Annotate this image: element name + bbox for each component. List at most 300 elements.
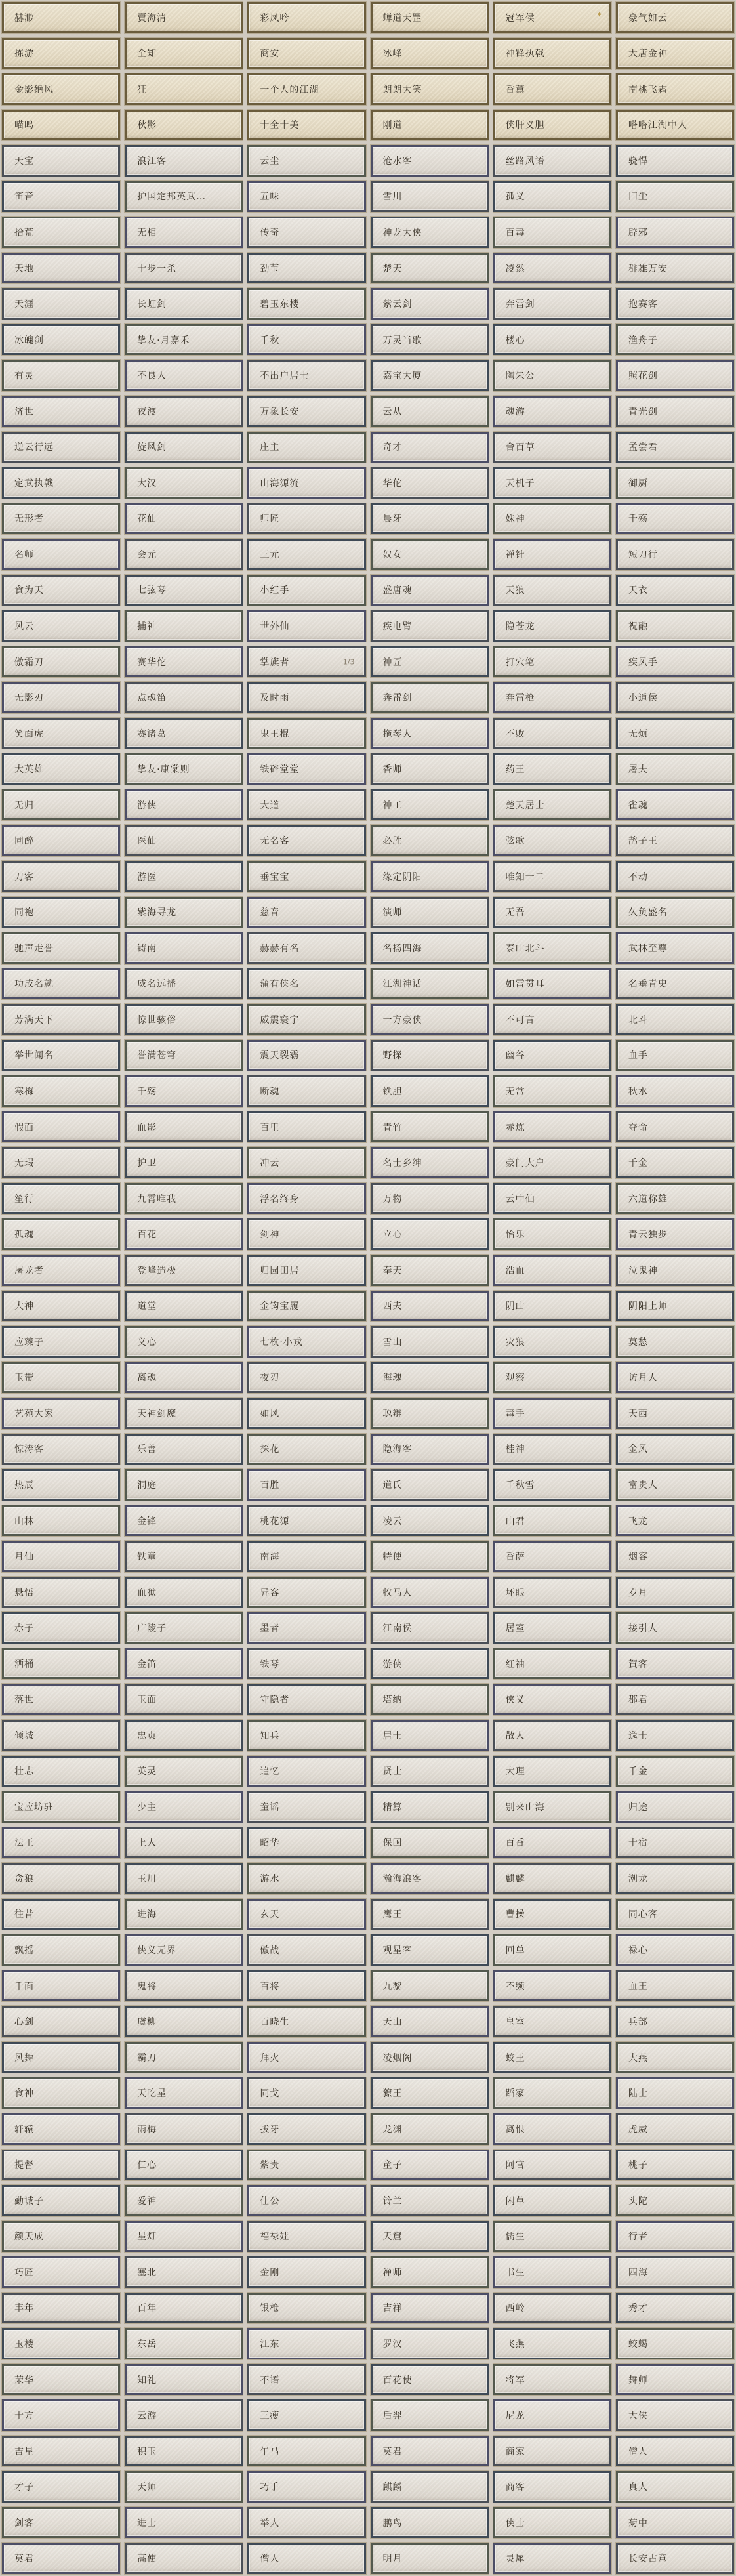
title-cell[interactable] (247, 2113, 365, 2145)
title-cell[interactable] (125, 253, 243, 284)
title-cell[interactable] (247, 610, 365, 642)
title-cell[interactable] (2, 1218, 120, 1250)
title-cell[interactable] (125, 360, 243, 391)
title-cell[interactable] (125, 73, 243, 105)
title-cell[interactable] (371, 2256, 489, 2288)
title-cell[interactable] (371, 1612, 489, 1644)
title-cell[interactable] (2, 2436, 120, 2467)
title-cell[interactable] (371, 360, 489, 391)
title-cell[interactable] (2, 539, 120, 570)
title-cell[interactable] (371, 467, 489, 499)
title-cell[interactable] (493, 1040, 611, 1071)
title-cell[interactable] (2, 1970, 120, 2002)
title-cell[interactable] (247, 253, 365, 284)
title-cell[interactable] (616, 1075, 734, 1107)
title-cell[interactable] (493, 2221, 611, 2253)
title-cell[interactable] (616, 1899, 734, 1930)
title-cell[interactable] (371, 2221, 489, 2253)
title-cell[interactable] (493, 610, 611, 642)
title-cell[interactable] (125, 1970, 243, 2002)
title-cell[interactable] (616, 1827, 734, 1859)
title-cell[interactable] (125, 2293, 243, 2324)
title-cell[interactable] (371, 897, 489, 928)
title-cell[interactable] (2, 2328, 120, 2359)
title-cell[interactable] (616, 575, 734, 606)
title-cell[interactable] (616, 2113, 734, 2145)
title-cell[interactable] (493, 2543, 611, 2574)
title-cell[interactable] (493, 1756, 611, 1787)
title-cell[interactable] (2, 753, 120, 785)
title-cell[interactable] (247, 2256, 365, 2288)
title-cell[interactable] (2, 467, 120, 499)
title-cell[interactable] (2, 789, 120, 821)
title-cell[interactable] (493, 2256, 611, 2288)
title-cell[interactable] (247, 1218, 365, 1250)
title-cell[interactable] (247, 2543, 365, 2574)
title-cell[interactable] (125, 968, 243, 1000)
title-cell[interactable] (125, 1218, 243, 1250)
title-cell[interactable] (371, 503, 489, 535)
title-cell[interactable] (125, 897, 243, 928)
title-cell[interactable] (2, 825, 120, 856)
title-cell[interactable] (371, 932, 489, 964)
title-cell[interactable] (247, 2006, 365, 2037)
title-cell[interactable] (2, 2256, 120, 2288)
title-cell[interactable] (371, 2399, 489, 2431)
title-cell[interactable] (247, 1648, 365, 1680)
title-cell[interactable] (2, 396, 120, 427)
title-cell[interactable] (616, 1756, 734, 1787)
title-cell[interactable] (247, 2221, 365, 2253)
title-cell[interactable] (616, 2543, 734, 2574)
title-cell[interactable] (616, 1970, 734, 2002)
title-cell[interactable] (125, 575, 243, 606)
title-cell[interactable] (493, 73, 611, 105)
title-cell[interactable] (371, 432, 489, 463)
title-cell[interactable] (371, 1684, 489, 1715)
title-cell[interactable] (371, 1326, 489, 1358)
title-cell[interactable] (371, 181, 489, 213)
title-cell[interactable] (2, 1469, 120, 1501)
title-cell[interactable] (493, 1075, 611, 1107)
title-cell[interactable] (125, 646, 243, 678)
title-cell[interactable] (493, 968, 611, 1000)
title-cell[interactable] (247, 2042, 365, 2073)
title-cell[interactable] (125, 861, 243, 892)
title-cell[interactable] (125, 1505, 243, 1537)
title-cell[interactable] (2, 2221, 120, 2253)
title-cell[interactable] (125, 1362, 243, 1394)
title-cell[interactable] (493, 2364, 611, 2396)
title-cell[interactable] (125, 1934, 243, 1966)
title-cell[interactable] (125, 1291, 243, 1322)
title-cell[interactable] (247, 1434, 365, 1465)
title-cell[interactable] (616, 432, 734, 463)
title-cell[interactable] (2, 2042, 120, 2073)
title-cell[interactable] (493, 324, 611, 356)
title-cell[interactable] (247, 897, 365, 928)
title-cell[interactable] (616, 682, 734, 713)
title-cell[interactable] (125, 2471, 243, 2503)
title-cell[interactable] (125, 1147, 243, 1178)
title-cell[interactable] (616, 1863, 734, 1894)
title-cell[interactable] (125, 1684, 243, 1715)
title-cell[interactable] (616, 1577, 734, 1608)
title-cell[interactable] (247, 1827, 365, 1859)
title-cell[interactable] (2, 1111, 120, 1143)
title-cell[interactable] (247, 861, 365, 892)
title-cell[interactable] (2, 897, 120, 928)
title-cell[interactable] (125, 539, 243, 570)
title-cell[interactable] (247, 181, 365, 213)
title-cell[interactable] (125, 2328, 243, 2359)
title-cell[interactable] (616, 2293, 734, 2324)
title-cell[interactable] (493, 110, 611, 141)
title-cell[interactable] (125, 2399, 243, 2431)
title-cell[interactable] (371, 1899, 489, 1930)
title-cell[interactable] (493, 1791, 611, 1823)
title-cell[interactable] (371, 73, 489, 105)
title-cell[interactable] (616, 324, 734, 356)
title-cell[interactable] (371, 1469, 489, 1501)
title-cell[interactable] (493, 217, 611, 248)
title-cell[interactable] (371, 1434, 489, 1465)
title-cell[interactable] (493, 1398, 611, 1429)
title-cell[interactable] (2, 1648, 120, 1680)
title-cell[interactable] (493, 1147, 611, 1178)
title-cell[interactable] (2, 1791, 120, 1823)
title-cell[interactable] (616, 1218, 734, 1250)
title-cell[interactable] (125, 1183, 243, 1215)
title-cell[interactable] (247, 2471, 365, 2503)
title-cell[interactable] (371, 2436, 489, 2467)
title-cell[interactable] (493, 2113, 611, 2145)
title-cell[interactable] (616, 2, 734, 33)
title-cell[interactable] (493, 432, 611, 463)
title-cell[interactable] (125, 2436, 243, 2467)
title-cell[interactable] (247, 110, 365, 141)
title-cell[interactable] (2, 324, 120, 356)
title-cell[interactable] (371, 1791, 489, 1823)
title-cell[interactable] (125, 682, 243, 713)
title-cell[interactable] (616, 73, 734, 105)
title-cell[interactable] (125, 1255, 243, 1286)
title-cell[interactable] (371, 1362, 489, 1394)
title-cell[interactable] (616, 110, 734, 141)
title-cell[interactable] (2, 1541, 120, 1572)
title-cell[interactable] (247, 646, 365, 678)
title-cell[interactable] (125, 217, 243, 248)
title-cell[interactable] (247, 789, 365, 821)
title-cell[interactable] (493, 181, 611, 213)
title-cell[interactable] (2, 2399, 120, 2431)
title-cell[interactable] (125, 503, 243, 535)
title-cell[interactable] (616, 2328, 734, 2359)
title-cell[interactable] (125, 1469, 243, 1501)
title-cell[interactable] (616, 1183, 734, 1215)
title-cell[interactable] (247, 2399, 365, 2431)
title-cell[interactable] (493, 1577, 611, 1608)
title-cell[interactable] (125, 1612, 243, 1644)
title-cell[interactable] (125, 467, 243, 499)
title-cell[interactable] (616, 968, 734, 1000)
title-cell[interactable] (616, 2221, 734, 2253)
title-cell[interactable] (371, 1075, 489, 1107)
title-cell[interactable] (371, 1756, 489, 1787)
title-cell[interactable] (2, 1183, 120, 1215)
title-cell[interactable] (247, 1505, 365, 1537)
title-cell[interactable] (2, 1720, 120, 1751)
title-cell[interactable] (125, 610, 243, 642)
title-cell[interactable] (2, 2185, 120, 2216)
title-cell[interactable] (125, 1577, 243, 1608)
title-cell[interactable] (493, 682, 611, 713)
title-cell[interactable] (247, 1362, 365, 1394)
title-cell[interactable] (493, 2328, 611, 2359)
title-cell[interactable] (247, 467, 365, 499)
title-cell[interactable] (616, 1255, 734, 1286)
title-cell[interactable] (125, 1434, 243, 1465)
title-cell[interactable] (125, 38, 243, 70)
title-cell[interactable] (616, 2042, 734, 2073)
title-cell[interactable] (371, 145, 489, 177)
title-cell[interactable] (616, 1648, 734, 1680)
title-cell[interactable] (247, 1004, 365, 1035)
title-cell[interactable] (616, 2399, 734, 2431)
title-cell[interactable] (371, 324, 489, 356)
title-cell[interactable] (493, 1004, 611, 1035)
title-cell[interactable] (371, 1004, 489, 1035)
title-cell[interactable] (247, 2, 365, 33)
title-cell[interactable] (371, 1040, 489, 1071)
title-cell[interactable] (493, 2185, 611, 2216)
title-cell[interactable] (247, 1791, 365, 1823)
title-cell[interactable] (247, 324, 365, 356)
title-cell[interactable] (371, 217, 489, 248)
title-cell[interactable] (247, 753, 365, 785)
title-cell[interactable] (616, 217, 734, 248)
title-cell[interactable] (2, 1326, 120, 1358)
title-cell[interactable] (247, 1291, 365, 1322)
title-cell[interactable] (2, 1004, 120, 1035)
title-cell[interactable] (125, 2185, 243, 2216)
title-cell[interactable] (493, 2042, 611, 2073)
title-cell[interactable] (493, 1326, 611, 1358)
title-cell[interactable] (125, 1326, 243, 1358)
title-cell[interactable] (371, 2, 489, 33)
title-cell[interactable] (371, 968, 489, 1000)
title-cell[interactable] (371, 1827, 489, 1859)
title-cell[interactable] (247, 2507, 365, 2539)
title-cell[interactable] (247, 575, 365, 606)
title-cell[interactable] (493, 2150, 611, 2181)
title-cell[interactable] (371, 110, 489, 141)
title-cell[interactable] (493, 1970, 611, 2002)
title-cell[interactable] (616, 288, 734, 320)
title-cell[interactable] (247, 1899, 365, 1930)
title-cell[interactable] (247, 1398, 365, 1429)
title-cell[interactable] (616, 2077, 734, 2109)
title-cell[interactable] (493, 1469, 611, 1501)
title-cell[interactable] (247, 2436, 365, 2467)
title-cell[interactable] (2, 1255, 120, 1286)
title-cell[interactable] (616, 610, 734, 642)
title-cell[interactable] (371, 2042, 489, 2073)
title-cell[interactable] (493, 1505, 611, 1537)
title-cell[interactable] (125, 789, 243, 821)
title-cell[interactable] (616, 1291, 734, 1322)
title-cell[interactable] (125, 1648, 243, 1680)
title-cell[interactable] (616, 897, 734, 928)
title-cell[interactable] (125, 1075, 243, 1107)
title-cell[interactable] (371, 718, 489, 749)
title-cell[interactable] (371, 575, 489, 606)
title-cell[interactable] (247, 1469, 365, 1501)
title-cell[interactable] (247, 288, 365, 320)
title-cell[interactable] (247, 2328, 365, 2359)
title-cell[interactable] (493, 1720, 611, 1751)
title-cell[interactable] (2, 503, 120, 535)
title-cell[interactable] (247, 1326, 365, 1358)
title-cell[interactable] (125, 825, 243, 856)
title-cell[interactable] (2, 432, 120, 463)
title-cell[interactable] (616, 1326, 734, 1358)
title-cell[interactable] (247, 1756, 365, 1787)
title-cell[interactable] (247, 1863, 365, 1894)
title-cell[interactable] (247, 217, 365, 248)
title-cell[interactable] (2, 1863, 120, 1894)
title-cell[interactable] (247, 1040, 365, 1071)
title-cell[interactable] (2, 682, 120, 713)
title-cell[interactable] (247, 1183, 365, 1215)
title-cell[interactable] (371, 753, 489, 785)
title-cell[interactable] (616, 1398, 734, 1429)
title-cell[interactable] (616, 360, 734, 391)
title-cell[interactable] (371, 2077, 489, 2109)
title-cell[interactable] (493, 2006, 611, 2037)
title-cell[interactable] (2, 2543, 120, 2574)
title-cell[interactable] (493, 932, 611, 964)
title-cell[interactable] (493, 1612, 611, 1644)
title-cell[interactable] (125, 2256, 243, 2288)
title-cell[interactable] (616, 1004, 734, 1035)
title-cell[interactable] (2, 968, 120, 1000)
title-cell[interactable] (247, 1934, 365, 1966)
title-cell[interactable] (2, 861, 120, 892)
title-cell[interactable] (2, 181, 120, 213)
title-cell[interactable] (493, 1434, 611, 1465)
title-cell[interactable] (371, 1255, 489, 1286)
title-cell[interactable] (371, 1505, 489, 1537)
title-cell[interactable] (493, 1541, 611, 1572)
title-cell[interactable] (2, 288, 120, 320)
title-cell[interactable] (616, 646, 734, 678)
title-cell[interactable] (371, 38, 489, 70)
title-cell[interactable] (493, 825, 611, 856)
title-cell[interactable] (616, 1541, 734, 1572)
title-cell[interactable] (371, 2507, 489, 2539)
title-cell[interactable] (616, 2436, 734, 2467)
title-cell[interactable] (125, 2364, 243, 2396)
title-cell[interactable] (2, 253, 120, 284)
title-cell[interactable] (493, 38, 611, 70)
title-cell[interactable] (125, 2077, 243, 2109)
title-cell[interactable] (247, 718, 365, 749)
title-cell[interactable] (247, 932, 365, 964)
title-cell[interactable] (493, 1827, 611, 1859)
title-cell[interactable] (247, 1255, 365, 1286)
title-cell[interactable] (371, 2293, 489, 2324)
title-cell[interactable] (2, 38, 120, 70)
title-cell[interactable] (2, 360, 120, 391)
title-cell[interactable] (371, 682, 489, 713)
title-cell[interactable] (2, 1398, 120, 1429)
title-cell[interactable] (616, 1684, 734, 1715)
title-cell[interactable] (616, 1434, 734, 1465)
title-cell[interactable] (493, 718, 611, 749)
title-cell[interactable] (371, 825, 489, 856)
title-cell[interactable] (2, 1899, 120, 1930)
title-cell[interactable] (2, 217, 120, 248)
title-cell[interactable] (125, 1720, 243, 1751)
title-cell[interactable] (493, 539, 611, 570)
title-cell[interactable] (616, 145, 734, 177)
title-cell[interactable] (371, 2006, 489, 2037)
title-cell[interactable] (2, 1147, 120, 1178)
title-cell[interactable] (493, 897, 611, 928)
title-cell[interactable] (616, 825, 734, 856)
title-cell[interactable] (616, 2185, 734, 2216)
title-cell[interactable] (616, 38, 734, 70)
title-cell[interactable] (247, 1970, 365, 2002)
title-cell[interactable] (493, 1255, 611, 1286)
title-cell[interactable] (493, 789, 611, 821)
title-cell[interactable] (2, 2364, 120, 2396)
title-cell[interactable] (247, 2293, 365, 2324)
title-cell[interactable] (616, 1505, 734, 1537)
title-cell[interactable] (125, 932, 243, 964)
title-cell[interactable] (371, 1720, 489, 1751)
title-cell[interactable] (616, 2256, 734, 2288)
title-cell[interactable] (247, 145, 365, 177)
title-cell[interactable] (125, 1004, 243, 1035)
title-cell[interactable] (2, 1291, 120, 1322)
title-cell[interactable] (247, 503, 365, 535)
title-cell[interactable] (125, 110, 243, 141)
title-cell[interactable] (616, 861, 734, 892)
title-cell[interactable] (493, 2399, 611, 2431)
title-cell[interactable] (2, 932, 120, 964)
title-cell[interactable] (247, 38, 365, 70)
title-cell[interactable] (247, 360, 365, 391)
title-cell[interactable] (616, 932, 734, 964)
title-cell[interactable] (493, 1111, 611, 1143)
title-cell[interactable] (371, 1970, 489, 2002)
title-cell[interactable] (493, 145, 611, 177)
title-cell[interactable] (2, 2471, 120, 2503)
title-cell[interactable] (125, 181, 243, 213)
title-cell[interactable] (125, 1040, 243, 1071)
title-cell[interactable] (125, 1541, 243, 1572)
title-cell[interactable] (247, 1720, 365, 1751)
title-cell[interactable] (247, 2077, 365, 2109)
title-cell[interactable] (371, 1648, 489, 1680)
title-cell[interactable] (2, 646, 120, 678)
title-cell[interactable] (493, 2, 611, 33)
title-cell[interactable] (493, 2077, 611, 2109)
title-cell[interactable] (247, 825, 365, 856)
title-cell[interactable] (493, 1863, 611, 1894)
